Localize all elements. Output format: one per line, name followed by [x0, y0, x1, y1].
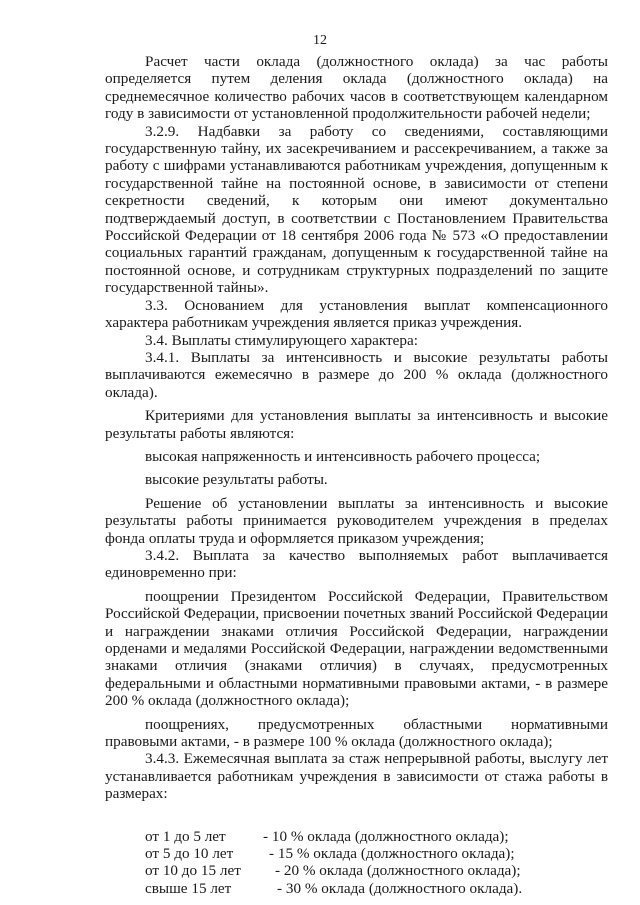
scale-range: свыше 15 лет	[145, 879, 232, 897]
paragraph-federal-awards: поощрении Президентом Российской Федерации, Правительством Российской Федерации, присвоении почетных званий Российской Федерации и награждении знаками отличия Российской Федерации, награждении орденами и медалями Российской Федерации, награждении ведомственными знаками отличия (знаками отличия) в случаях, предусмотренных федеральными и областными нормативными правовыми актами, - в размере 200 % оклада (должностного оклада);	[105, 587, 608, 710]
paragraph-hourly-rate: Расчет части оклада (должностного оклада) за час работы определяется путем деления оклада (должностного оклада) на среднемесячное количество рабочих часов в соответствующем календарном году в зависимости от установленной продолжительности рабочей недели;	[105, 53, 608, 123]
criterion-intensity: высокая напряженность и интенсивность рабочего процесса;	[145, 447, 541, 465]
paragraph-criteria: Критериями для установления выплаты за интенсивность и высокие результаты работы являются:	[105, 407, 608, 442]
paragraph-regional-awards: поощрениях, предусмотренных областными нормативными правовыми актами, - в размере 100 % оклада (должностного оклада);	[105, 715, 608, 751]
scale-amount: - 30 % оклада (должностного оклада).	[277, 879, 523, 897]
paragraph-3-4-1: 3.4.1. Выплаты за интенсивность и высокие результаты работы выплачиваются ежемесячно в размере до 200 % оклада (должностного оклада).	[105, 348, 608, 401]
scale-row	[145, 828, 608, 845]
scale-row	[145, 862, 608, 879]
scale-row	[145, 845, 608, 862]
paragraph-3-4-2: 3.4.2. Выплата за качество выполняемых работ выплачивается единовременно при:	[105, 546, 608, 582]
criterion-results: высокие результаты работы.	[145, 471, 328, 489]
scale-range: от 5 до 10 лет	[145, 845, 234, 863]
scale-range: от 1 до 5 лет	[145, 827, 226, 845]
document-body	[105, 53, 608, 897]
paragraph-3-4: 3.4. Выплаты стимулирующего характера:	[145, 331, 418, 349]
paragraph-decision: Решение об установлении выплаты за интенсивность и высокие результаты работы принимается руководителем учреждения в пределах фонда оплаты труда и оформляется приказом учреждения;	[105, 494, 608, 547]
page-number: 12	[313, 33, 327, 48]
scale-amount: - 15 % оклада (должностного оклада);	[269, 845, 515, 863]
scale-range: от 10 до 15 лет	[145, 862, 241, 880]
paragraph-3-2-9: 3.2.9. Надбавки за работу со сведениями, составляющими государственную тайну, их засекречиванием и рассекречиванием, а также за работу с шифрами устанавливаются работникам учреждения, допущенным к государственной тайне на постоянной основе, в зависимости от степени секретности сведений, к которым они имеют документально подтверждаемый доступ, в соответствии с Постановлением Правительства Российской Федерации от 18 сентября 2006 года № 573 «О предоставлении социальных гарантий гражданам, допущенным к государственной тайне на постоянной основе, и сотрудникам структурных подразделений по защите государственной тайны».	[105, 122, 608, 297]
paragraph-3-4-3: 3.4.3. Ежемесячная выплата за стаж непрерывной работы, выслугу лет устанавливается работникам учреждения в зависимости от стажа работы в размерах:	[105, 750, 608, 803]
seniority-scale	[145, 828, 608, 898]
scale-amount: - 10 % оклада (должностного оклада);	[263, 827, 509, 845]
paragraph-3-3: 3.3. Основанием для установления выплат компенсационного характера работникам учреждения является приказ учреждения.	[105, 296, 608, 332]
scale-row	[145, 880, 608, 897]
scale-amount: - 20 % оклада (должностного оклада);	[275, 862, 521, 880]
